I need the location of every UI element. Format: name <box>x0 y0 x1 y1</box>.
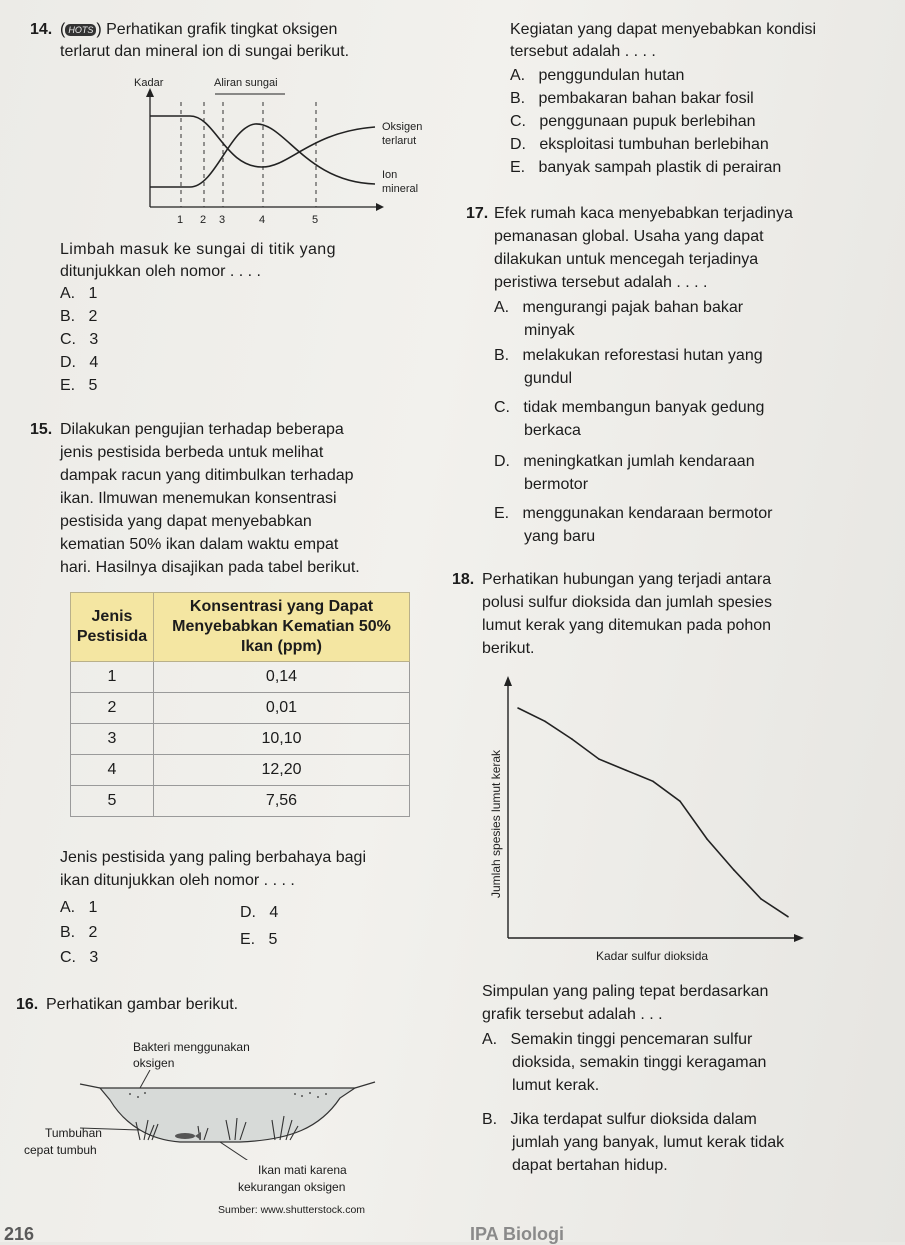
q14-tick-2: 2 <box>200 214 207 226</box>
table-row: 1 0,14 <box>71 662 410 693</box>
q16-option-b[interactable]: B. pembakaran bahan bakar fosil <box>510 90 754 107</box>
q18-option-a-cont-1: dioksida, semakin tinggi keragaman <box>512 1054 767 1071</box>
table-row: 3 10,10 <box>71 724 410 755</box>
q14-tick-1: 1 <box>177 214 184 226</box>
q18-data-point <box>787 916 789 918</box>
q17-option-b[interactable]: B. melakukan reforestasi hutan yang <box>494 347 763 364</box>
table-header-jenis: Jenis Pestisida <box>71 593 154 662</box>
q18-stem-3: lumut kerak yang ditemukan pada pohon <box>482 617 772 634</box>
q18-data-point <box>652 781 654 783</box>
q14-stem-2: terlarut dan mineral ion di sungai berikut. <box>60 43 350 60</box>
q14-question-2: ditunjukkan oleh nomor . . . . <box>60 263 261 280</box>
q14-option-e[interactable]: E. 5 <box>60 377 98 394</box>
q14-option-a[interactable]: A. 1 <box>60 285 98 302</box>
q18-stem-4: berikut. <box>482 640 535 657</box>
svg-text:mineral: mineral <box>382 183 419 195</box>
q15-number: 15. <box>30 421 53 438</box>
q18-data-point <box>679 800 681 802</box>
q15-stem-4: ikan. Ilmuwan menemukan konsentrasi <box>60 490 337 507</box>
q17-stem-4: peristiwa tersebut adalah . . . . <box>494 274 708 291</box>
q14-number: 14. <box>30 21 53 38</box>
q15-stem-7: hari. Hasilnya disajikan pada tabel berikut. <box>60 559 360 576</box>
q16-option-e[interactable]: E. banyak sampah plastik di perairan <box>510 159 782 176</box>
q17-stem-2: pemanasan global. Usaha yang dapat <box>494 228 764 245</box>
q14-top-label: Aliran sungai <box>214 77 278 89</box>
q15-stem-1: Dilakukan pengujian terhadap beberapa <box>60 421 344 438</box>
q17-option-e[interactable]: E. menggunakan kendaraan bermotor <box>494 505 773 522</box>
q18-data-point <box>517 707 519 709</box>
q18-stem-2: polusi sulfur dioksida dan jumlah spesies <box>482 594 772 611</box>
q17-option-a-cont: minyak <box>524 322 575 339</box>
q15-option-b[interactable]: B. 2 <box>60 924 98 941</box>
q18-number: 18. <box>452 571 475 588</box>
q14-tick-3: 3 <box>219 214 226 226</box>
q18-question-1: Simpulan yang paling tepat berdasarkan <box>482 983 769 1000</box>
q16-label-bacteria-1: Bakteri menggunakan <box>133 1040 250 1054</box>
q15-option-a[interactable]: A. 1 <box>60 899 98 916</box>
q18-x-label: Kadar sulfur dioksida <box>596 949 709 963</box>
q18-question-2: grafik tersebut adalah . . . <box>482 1006 663 1023</box>
q18-data-point <box>544 721 546 723</box>
q15-option-d[interactable]: D. 4 <box>240 904 279 921</box>
q18-data-point <box>733 869 735 871</box>
q16-source: Sumber: www.shutterstock.com <box>218 1204 366 1216</box>
table-header-konsentrasi: Konsentrasi yang Dapat Menyebabkan Kematian 50% Ikan (ppm) <box>154 593 410 662</box>
q16-option-c[interactable]: C. penggunaan pupuk berlebihan <box>510 113 756 130</box>
q18-lichen-chart <box>470 668 820 968</box>
q14-tick-5: 5 <box>312 214 319 226</box>
q14-y-label: Kadar <box>134 77 164 89</box>
q16-label-fish-1: Ikan mati karena <box>258 1163 347 1177</box>
q16-option-d[interactable]: D. eksploitasi tumbuhan berlebihan <box>510 136 769 153</box>
q15-question-1: Jenis pestisida yang paling berbahaya bagi <box>60 849 366 866</box>
svg-text:terlarut: terlarut <box>382 135 417 147</box>
svg-text:Oksigen: Oksigen <box>382 121 423 133</box>
q18-data-point <box>760 898 762 900</box>
q17-number: 17. <box>466 205 489 222</box>
q18-option-b-cont-2: dapat bertahan hidup. <box>512 1157 668 1174</box>
q18-option-b-cont-1: jumlah yang banyak, lumut kerak tidak <box>512 1134 785 1151</box>
q17-option-a[interactable]: A. mengurangi pajak bahan bakar <box>494 299 744 316</box>
q16-number: 16. <box>16 996 39 1013</box>
q17-option-c[interactable]: C. tidak membangun banyak gedung <box>494 399 765 416</box>
q17-stem-3: dilakukan untuk mencegah terjadinya <box>494 251 759 268</box>
q15-option-c[interactable]: C. 3 <box>60 949 99 966</box>
q18-data-point <box>706 838 708 840</box>
table-row: 5 7,56 <box>71 786 410 817</box>
q17-option-d-cont: bermotor <box>524 476 589 493</box>
q18-option-b[interactable]: B. Jika terdapat sulfur dioksida dalam <box>482 1111 757 1128</box>
q16-intro-1: Kegiatan yang dapat menyebabkan kondisi <box>510 21 816 38</box>
q17-option-c-cont: berkaca <box>524 422 581 439</box>
running-footer: IPA Biologi <box>470 1224 564 1244</box>
q16-label-bacteria-2: oksigen <box>133 1056 175 1070</box>
q18-series-line <box>518 708 788 917</box>
q18-option-a-cont-2: lumut kerak. <box>512 1077 600 1094</box>
q14-question-1: Limbah masuk ke sungai di titik yang <box>60 241 336 258</box>
q17-stem-1: Efek rumah kaca menyebabkan terjadinya <box>494 205 793 222</box>
q18-data-point <box>625 769 627 771</box>
table-row: 2 0,01 <box>71 693 410 724</box>
q16-label-plants-1: Tumbuhan <box>45 1126 102 1140</box>
q16-option-a[interactable]: A. penggundulan hutan <box>510 67 685 84</box>
q15-question-2: ikan ditunjukkan oleh nomor . . . . <box>60 872 295 889</box>
q18-option-a[interactable]: A. Semakin tinggi pencemaran sulfur <box>482 1031 753 1048</box>
hots-badge: HOTS <box>65 24 96 36</box>
q16-stem: Perhatikan gambar berikut. <box>46 996 239 1013</box>
q14-option-d[interactable]: D. 4 <box>60 354 99 371</box>
q17-option-b-cont: gundul <box>524 370 573 387</box>
q16-label-plants-2: cepat tumbuh <box>24 1143 97 1157</box>
pesticide-table <box>70 592 410 817</box>
q15-stem-5: pestisida yang dapat menyebabkan <box>60 513 312 530</box>
q14-stem-1: ( HOTS ) Perhatikan grafik tingkat oksigen <box>60 21 338 38</box>
q14-option-c[interactable]: C. 3 <box>60 331 99 348</box>
q15-stem-3: dampak racun yang ditimbulkan terhadap <box>60 467 354 484</box>
q18-stem-1: Perhatikan hubungan yang terjadi antara <box>482 571 772 588</box>
q18-data-point <box>598 758 600 760</box>
q18-data-point <box>571 738 573 740</box>
q15-stem-2: jenis pestisida berbeda untuk melihat <box>60 444 324 461</box>
q17-option-d[interactable]: D. meningkatkan jumlah kendaraan <box>494 453 755 470</box>
q15-option-e[interactable]: E. 5 <box>240 931 278 948</box>
q17-option-e-cont: yang baru <box>524 528 596 545</box>
page-number: 216 <box>4 1224 35 1244</box>
q16-intro-2: tersebut adalah . . . . <box>510 43 656 60</box>
q14-river-chart <box>120 72 450 232</box>
q18-y-label: Jumlah spesies lumut kerak <box>489 749 503 898</box>
q14-option-b[interactable]: B. 2 <box>60 308 98 325</box>
table-row: 4 12,20 <box>71 755 410 786</box>
q14-tick-4: 4 <box>259 214 266 226</box>
svg-text:Ion: Ion <box>382 169 398 181</box>
q16-label-fish-2: kekurangan oksigen <box>238 1180 346 1194</box>
q15-stem-6: kematian 50% ikan dalam waktu empat <box>60 536 339 553</box>
